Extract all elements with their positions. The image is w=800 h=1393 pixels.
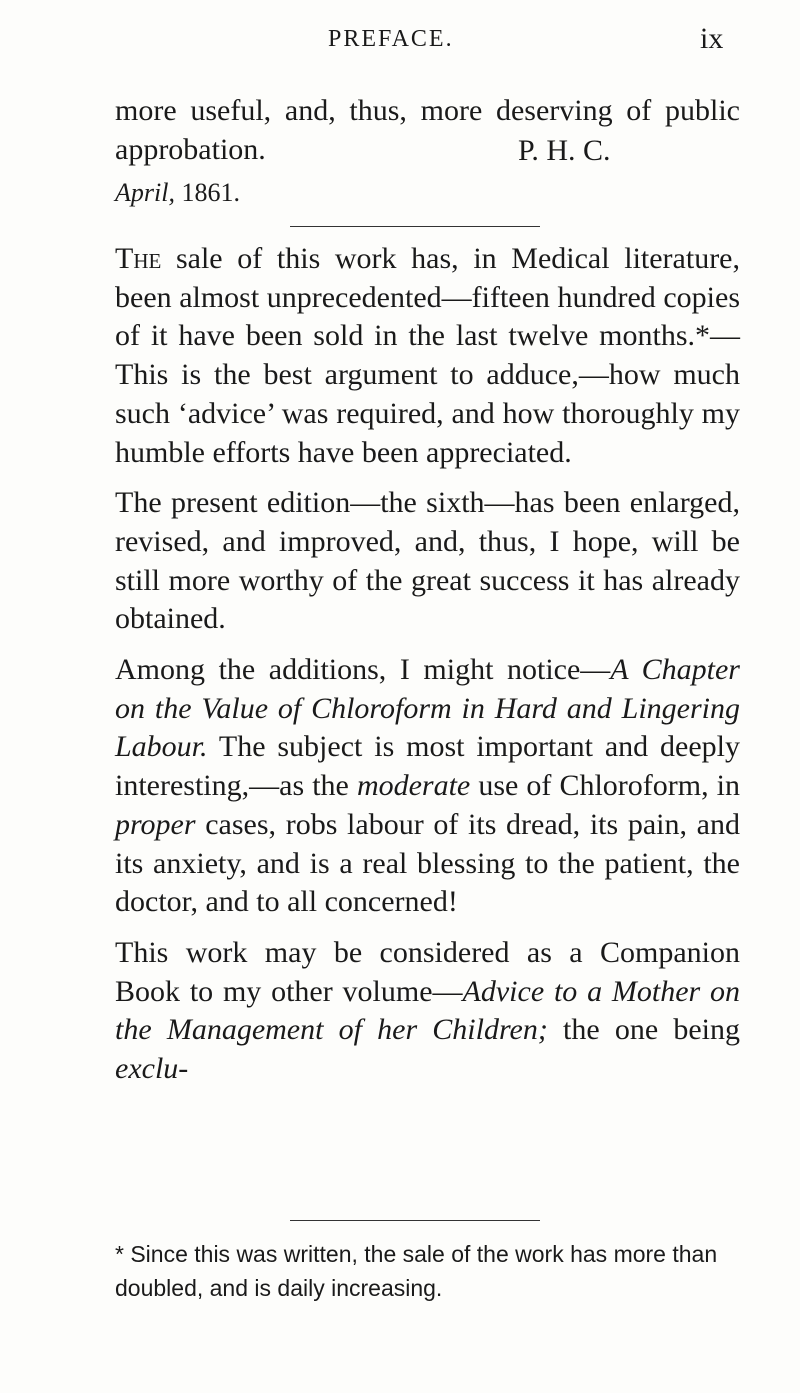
footnote: * Since this was written, the sale of the work has more than doubled, and is daily increasing.	[115, 1241, 718, 1301]
footnote-divider	[290, 1220, 540, 1221]
t: Among the additions, I might notice—	[115, 653, 611, 687]
body-text	[115, 240, 740, 1089]
opening-paragraph: more useful, and, thus, more deserving of public approbation.	[115, 94, 740, 166]
date	[115, 178, 240, 208]
t: cases, robs labour of its dread, its pain, and its anxiety, and is a real blessing to the patient, the doctor, and to all concerned!	[115, 807, 740, 919]
signature: P. H. C.	[518, 134, 611, 167]
page-number: ix	[700, 22, 724, 55]
header-title: PREFACE.	[328, 26, 454, 52]
date-month: April,	[115, 178, 175, 207]
lead-word: The	[115, 242, 162, 275]
paragraph-4	[115, 934, 740, 1089]
opening-text	[115, 92, 740, 169]
t: The subject is most important and deeply interesting,—as the	[115, 730, 740, 803]
date-year: 1861.	[174, 178, 240, 207]
emphasis: proper	[115, 807, 196, 841]
emphasis: exclu-	[115, 1052, 189, 1086]
t: use of Chloroform, in	[470, 769, 741, 803]
paragraph-1-text: sale of this work has, in Medical literature, been almost unprecedented—fifteen hundred copies of it have been sold in the last twelve months.*— This is the best argument to adduce,—how much such ‘advice’ was required, and how thoroughly my humble efforts have been appreciated.	[115, 242, 740, 469]
emphasis: moderate	[356, 769, 471, 803]
book-title: Advice to a Mother on the Management of her Children;	[115, 974, 740, 1047]
chapter-title: A Chapter on the Value of Chloroform in Hard and Lingering Labour.	[115, 653, 740, 764]
paragraph-1	[115, 240, 740, 472]
paragraph-2: The present edition—the sixth—has been enlarged, revised, and improved, and, thus, I hope, will be still more worthy of the great success it has already obtained.	[115, 486, 740, 636]
paragraph-3	[115, 651, 740, 922]
divider	[290, 226, 540, 227]
t: This work may be considered as a Companion Book to my other volume—	[115, 935, 740, 1008]
t: the one being	[547, 1013, 740, 1047]
